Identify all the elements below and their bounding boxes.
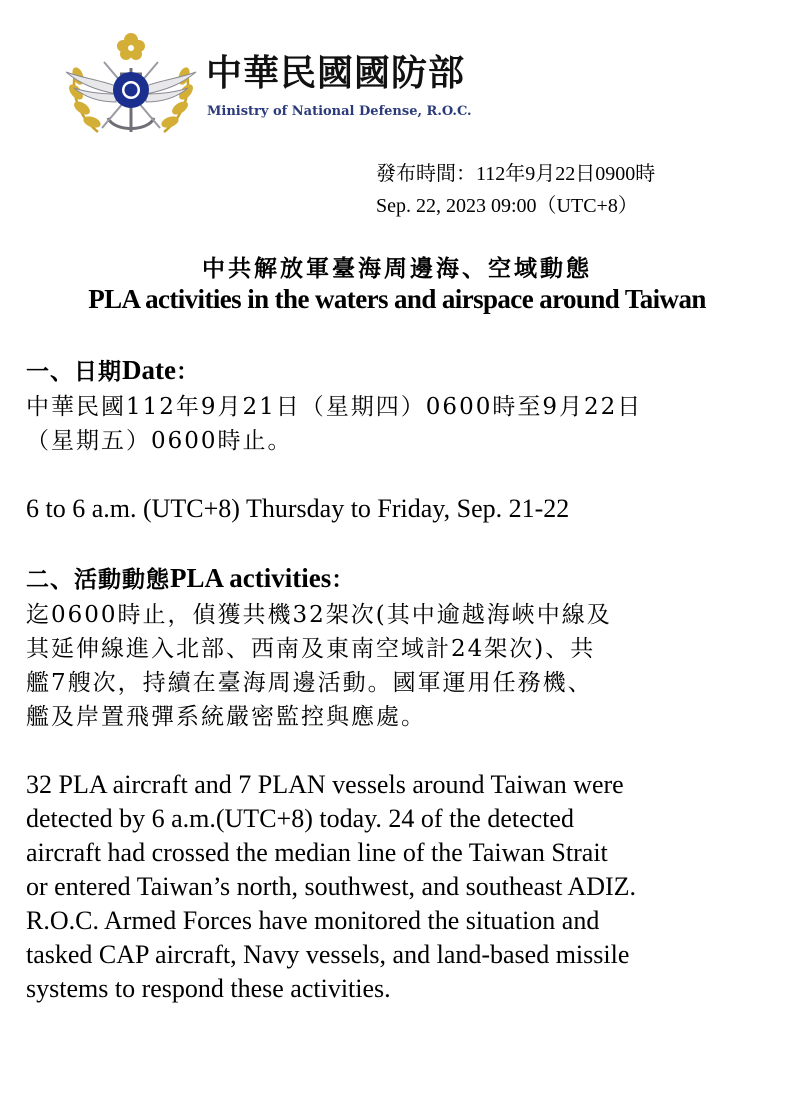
section-date-heading-en: Date <box>122 355 176 385</box>
date-text-en-line: 6 to 6 a.m. (UTC+8) Thursday to Friday, Sep. 21-22 <box>26 494 570 523</box>
activities-text-zh-line: 艦7艘次，持續在臺海周邊活動。國軍運用任務機、 <box>26 670 593 696</box>
activities-text-en-line: 32 PLA aircraft and 7 PLAN vessels around Taiwan were <box>26 770 624 799</box>
activities-text-en-line: detected by 6 a.m.(UTC+8) today. 24 of the detected <box>26 804 574 833</box>
date-text-zh-line: （星期五）0600時止。 <box>26 428 293 454</box>
mnd-emblem-icon <box>60 28 202 140</box>
release-time <box>376 158 655 222</box>
section-date-heading-colon: ： <box>175 359 200 385</box>
activities-text-zh-line: 其延伸線進入北部、西南及東南空域計24架次)、共 <box>26 636 596 662</box>
org-name-en: Ministry of National Defense, R.O.C. <box>207 104 472 119</box>
section-activities-heading-zh: 二、活動動態 <box>26 567 170 593</box>
document-title-en: PLA activities in the waters and airspace around Taiwan <box>88 284 706 314</box>
section-activities-heading-en: PLA activities <box>170 563 332 593</box>
org-name-zh: 中華民國國防部 <box>206 53 466 94</box>
activities-text-zh-line: 迄0600時止，偵獲共機32架次(其中逾越海峽中線及 <box>26 602 612 628</box>
activities-text-en-line: aircraft had crossed the median line of the Taiwan Strait <box>26 838 608 867</box>
activities-text-en-line: or entered Taiwan’s north, southwest, and southeast ADIZ. <box>26 872 637 901</box>
document-title-zh: 中共解放軍臺海周邊海、空域動態 <box>202 256 592 282</box>
section-activities-heading-colon: ： <box>331 567 356 593</box>
section-activities-heading <box>26 560 782 598</box>
release-time-en: Sep. 22, 2023 09:00（UTC+8） <box>376 195 638 217</box>
activities-text-en-line: tasked CAP aircraft, Navy vessels, and land-based missile <box>26 940 630 969</box>
activities-text-en-line: R.O.C. Armed Forces have monitored the situation and <box>26 906 600 935</box>
activities-text-zh-line: 艦及岸置飛彈系統嚴密監控與應處。 <box>26 704 426 730</box>
section-date-heading-zh: 一、日期 <box>26 359 122 385</box>
date-text-zh-line: 中華民國112年9月21日（星期四）0600時至9月22日 <box>26 394 643 420</box>
document-body <box>26 352 782 1006</box>
release-time-zh: 發布時間：112年9月22日0900時 <box>376 163 656 185</box>
activities-text-en-line: systems to respond these activities. <box>26 974 391 1003</box>
section-date-heading <box>26 352 782 390</box>
